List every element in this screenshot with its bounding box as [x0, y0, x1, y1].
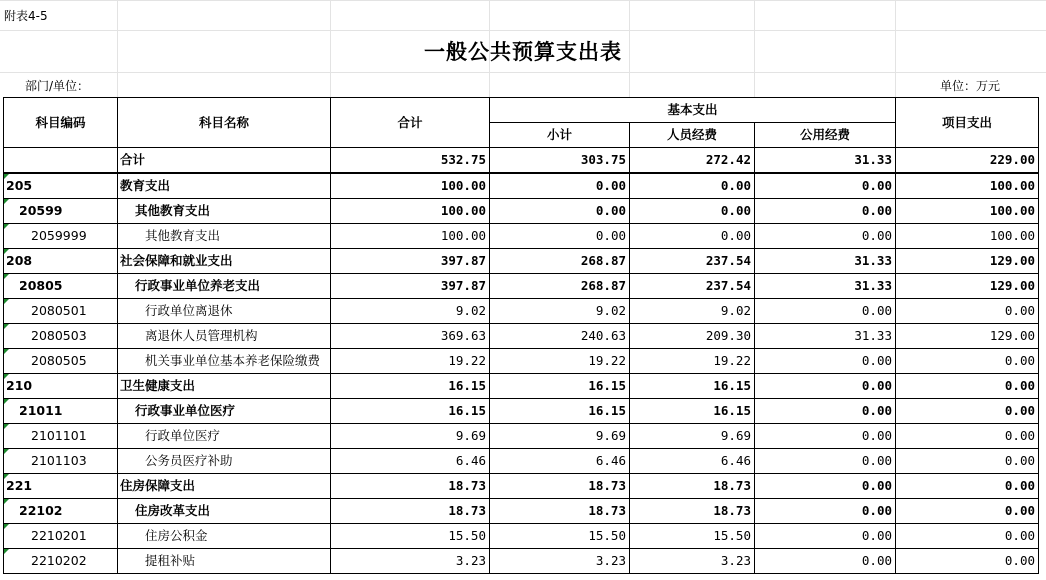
- table-row: [4, 299, 1039, 324]
- cell-subtotal[interactable]: 16.15: [490, 374, 630, 399]
- gridline: [0, 30, 1046, 31]
- table-row: [4, 224, 1039, 249]
- cell-personnel[interactable]: 15.50: [630, 524, 755, 549]
- table-row: [4, 424, 1039, 449]
- cell-name[interactable]: 提租补贴: [118, 549, 331, 574]
- cell-name[interactable]: 行政单位医疗: [118, 424, 331, 449]
- cell-public[interactable]: 31.33: [755, 274, 896, 299]
- cell-code[interactable]: 21011: [4, 399, 118, 424]
- header-subtotal[interactable]: 小计: [490, 123, 630, 148]
- cell-personnel[interactable]: 209.30: [630, 324, 755, 349]
- cell-total[interactable]: 100.00: [331, 199, 490, 224]
- cell-subtotal[interactable]: 9.02: [490, 299, 630, 324]
- cell-public[interactable]: 0.00: [755, 349, 896, 374]
- cell-name[interactable]: 其他教育支出: [118, 199, 331, 224]
- cell-total[interactable]: 9.02: [331, 299, 490, 324]
- page-title: 一般公共预算支出表: [424, 40, 622, 64]
- cell-indicator-icon: [4, 199, 9, 204]
- cell-name[interactable]: 行政事业单位医疗: [118, 399, 331, 424]
- table-row: [4, 349, 1039, 374]
- cell-project[interactable]: 129.00: [896, 249, 1039, 274]
- cell-project[interactable]: 0.00: [896, 549, 1039, 574]
- cell-name[interactable]: 社会保障和就业支出: [118, 249, 331, 274]
- cell-name[interactable]: 行政单位离退休: [118, 299, 331, 324]
- cell-total[interactable]: 100.00: [331, 173, 490, 199]
- cell-indicator-icon: [4, 524, 9, 529]
- cell-total[interactable]: 18.73: [331, 499, 490, 524]
- cell-personnel[interactable]: 272.42: [630, 148, 755, 174]
- cell-indicator-icon: [4, 274, 9, 279]
- cell-personnel[interactable]: 18.73: [630, 499, 755, 524]
- table-row: [4, 148, 1039, 174]
- cell-name[interactable]: 离退休人员管理机构: [118, 324, 331, 349]
- gridline: [0, 72, 1046, 73]
- cell-public[interactable]: 0.00: [755, 549, 896, 574]
- cell-code[interactable]: 22102: [4, 499, 118, 524]
- cell-total[interactable]: 100.00: [331, 224, 490, 249]
- cell-code[interactable]: 2101101: [4, 424, 118, 449]
- cell-public[interactable]: 0.00: [755, 524, 896, 549]
- cell-subtotal[interactable]: 0.00: [490, 224, 630, 249]
- cell-project[interactable]: 0.00: [896, 474, 1039, 499]
- table-row: [4, 524, 1039, 549]
- cell-subtotal[interactable]: 268.87: [490, 249, 630, 274]
- table-row: [4, 324, 1039, 349]
- cell-subtotal[interactable]: 19.22: [490, 349, 630, 374]
- cell-personnel[interactable]: 16.15: [630, 374, 755, 399]
- cell-subtotal[interactable]: 303.75: [490, 148, 630, 174]
- cell-code[interactable]: 221: [4, 474, 118, 499]
- table-row: [4, 173, 1039, 199]
- cell-code[interactable]: 2101103: [4, 449, 118, 474]
- header-basic[interactable]: 基本支出: [490, 98, 896, 123]
- dept-label: 部门/单位：: [25, 79, 90, 93]
- cell-project[interactable]: 100.00: [896, 173, 1039, 199]
- cell-personnel[interactable]: 19.22: [630, 349, 755, 374]
- cell-name[interactable]: 合计: [118, 148, 331, 174]
- cell-code[interactable]: 20599: [4, 199, 118, 224]
- cell-project[interactable]: 0.00: [896, 399, 1039, 424]
- cell-public[interactable]: 0.00: [755, 224, 896, 249]
- cell-indicator-icon: [4, 174, 9, 179]
- cell-indicator-icon: [4, 474, 9, 479]
- cell-code[interactable]: 20805: [4, 274, 118, 299]
- cell-total[interactable]: 532.75: [331, 148, 490, 174]
- table-row: [4, 549, 1039, 574]
- cell-indicator-icon: [4, 449, 9, 454]
- cell-project[interactable]: 0.00: [896, 499, 1039, 524]
- cell-code[interactable]: 208: [4, 249, 118, 274]
- cell-indicator-icon: [4, 299, 9, 304]
- cell-subtotal[interactable]: 0.00: [490, 173, 630, 199]
- cell-project[interactable]: 100.00: [896, 224, 1039, 249]
- cell-indicator-icon: [4, 499, 9, 504]
- table-row: [4, 474, 1039, 499]
- table-row: [4, 249, 1039, 274]
- header-personnel[interactable]: 人员经费: [630, 123, 755, 148]
- header-project[interactable]: 项目支出: [896, 98, 1039, 148]
- appendix-label: 附表4-5: [4, 9, 48, 23]
- cell-personnel[interactable]: 0.00: [630, 224, 755, 249]
- cell-public[interactable]: 0.00: [755, 199, 896, 224]
- cell-code[interactable]: 2210202: [4, 549, 118, 574]
- cell-code[interactable]: 2080501: [4, 299, 118, 324]
- table-row: [4, 449, 1039, 474]
- cell-public[interactable]: 0.00: [755, 449, 896, 474]
- cell-personnel[interactable]: 237.54: [630, 249, 755, 274]
- cell-public[interactable]: 0.00: [755, 374, 896, 399]
- cell-project[interactable]: 229.00: [896, 148, 1039, 174]
- cell-project[interactable]: 0.00: [896, 424, 1039, 449]
- cell-name[interactable]: 住房公积金: [118, 524, 331, 549]
- cell-personnel[interactable]: 6.46: [630, 449, 755, 474]
- cell-total[interactable]: 16.15: [331, 399, 490, 424]
- cell-indicator-icon: [4, 249, 9, 254]
- cell-project[interactable]: 100.00: [896, 199, 1039, 224]
- header-code[interactable]: 科目编码: [4, 98, 118, 148]
- cell-total[interactable]: 9.69: [331, 424, 490, 449]
- cell-project[interactable]: 129.00: [896, 274, 1039, 299]
- table-row: [4, 274, 1039, 299]
- cell-project[interactable]: 0.00: [896, 449, 1039, 474]
- cell-personnel[interactable]: 0.00: [630, 173, 755, 199]
- cell-public[interactable]: 31.33: [755, 148, 896, 174]
- cell-project[interactable]: 0.00: [896, 299, 1039, 324]
- cell-name[interactable]: 卫生健康支出: [118, 374, 331, 399]
- table-row: [4, 499, 1039, 524]
- cell-code[interactable]: 2080505: [4, 349, 118, 374]
- cell-personnel[interactable]: 18.73: [630, 474, 755, 499]
- cell-project[interactable]: 0.00: [896, 349, 1039, 374]
- cell-public[interactable]: 0.00: [755, 474, 896, 499]
- cell-total[interactable]: 6.46: [331, 449, 490, 474]
- cell-indicator-icon: [4, 324, 9, 329]
- cell-name[interactable]: 行政事业单位养老支出: [118, 274, 331, 299]
- cell-project[interactable]: 129.00: [896, 324, 1039, 349]
- cell-name[interactable]: 机关事业单位基本养老保险缴费: [118, 349, 331, 374]
- cell-total[interactable]: 369.63: [331, 324, 490, 349]
- cell-public[interactable]: 0.00: [755, 299, 896, 324]
- cell-code[interactable]: 205: [4, 173, 118, 199]
- cell-project[interactable]: 0.00: [896, 524, 1039, 549]
- cell-personnel[interactable]: 16.15: [630, 399, 755, 424]
- cell-indicator-icon: [4, 374, 9, 379]
- table-row: [4, 399, 1039, 424]
- cell-code[interactable]: 210: [4, 374, 118, 399]
- cell-total[interactable]: 16.15: [331, 374, 490, 399]
- cell-code[interactable]: 2210201: [4, 524, 118, 549]
- table-body: [4, 148, 1039, 574]
- cell-public[interactable]: 0.00: [755, 173, 896, 199]
- cell-subtotal[interactable]: 6.46: [490, 449, 630, 474]
- cell-code[interactable]: [4, 148, 118, 174]
- budget-table: [3, 97, 1039, 574]
- cell-total[interactable]: 15.50: [331, 524, 490, 549]
- cell-total[interactable]: 397.87: [331, 274, 490, 299]
- cell-subtotal[interactable]: 18.73: [490, 499, 630, 524]
- cell-name[interactable]: 住房保障支出: [118, 474, 331, 499]
- cell-public[interactable]: 31.33: [755, 249, 896, 274]
- unit-label: 单位：万元: [939, 79, 1000, 93]
- cell-indicator-icon: [4, 424, 9, 429]
- cell-personnel[interactable]: 3.23: [630, 549, 755, 574]
- cell-personnel[interactable]: 9.02: [630, 299, 755, 324]
- header-public[interactable]: 公用经费: [755, 123, 896, 148]
- cell-subtotal[interactable]: 9.69: [490, 424, 630, 449]
- cell-subtotal[interactable]: 3.23: [490, 549, 630, 574]
- cell-subtotal[interactable]: 15.50: [490, 524, 630, 549]
- cell-personnel[interactable]: 0.00: [630, 199, 755, 224]
- cell-indicator-icon: [4, 224, 9, 229]
- cell-total[interactable]: 19.22: [331, 349, 490, 374]
- cell-public[interactable]: 31.33: [755, 324, 896, 349]
- cell-public[interactable]: 0.00: [755, 499, 896, 524]
- cell-subtotal[interactable]: 16.15: [490, 399, 630, 424]
- cell-project[interactable]: 0.00: [896, 374, 1039, 399]
- cell-name[interactable]: 其他教育支出: [118, 224, 331, 249]
- cell-code[interactable]: 2059999: [4, 224, 118, 249]
- cell-indicator-icon: [4, 549, 9, 554]
- cell-name[interactable]: 教育支出: [118, 173, 331, 199]
- cell-public[interactable]: 0.00: [755, 399, 896, 424]
- table-row: [4, 374, 1039, 399]
- cell-name[interactable]: 住房改革支出: [118, 499, 331, 524]
- cell-indicator-icon: [4, 399, 9, 404]
- cell-personnel[interactable]: 237.54: [630, 274, 755, 299]
- cell-subtotal[interactable]: 0.00: [490, 199, 630, 224]
- cell-subtotal[interactable]: 18.73: [490, 474, 630, 499]
- cell-subtotal[interactable]: 240.63: [490, 324, 630, 349]
- cell-subtotal[interactable]: 268.87: [490, 274, 630, 299]
- table-row: [4, 199, 1039, 224]
- cell-code[interactable]: 2080503: [4, 324, 118, 349]
- cell-personnel[interactable]: 9.69: [630, 424, 755, 449]
- header-total[interactable]: 合计: [331, 98, 490, 148]
- cell-total[interactable]: 18.73: [331, 474, 490, 499]
- cell-indicator-icon: [4, 349, 9, 354]
- header-name[interactable]: 科目名称: [118, 98, 331, 148]
- cell-total[interactable]: 397.87: [331, 249, 490, 274]
- cell-total[interactable]: 3.23: [331, 549, 490, 574]
- gridline: [0, 0, 1046, 1]
- cell-name[interactable]: 公务员医疗补助: [118, 449, 331, 474]
- cell-public[interactable]: 0.00: [755, 424, 896, 449]
